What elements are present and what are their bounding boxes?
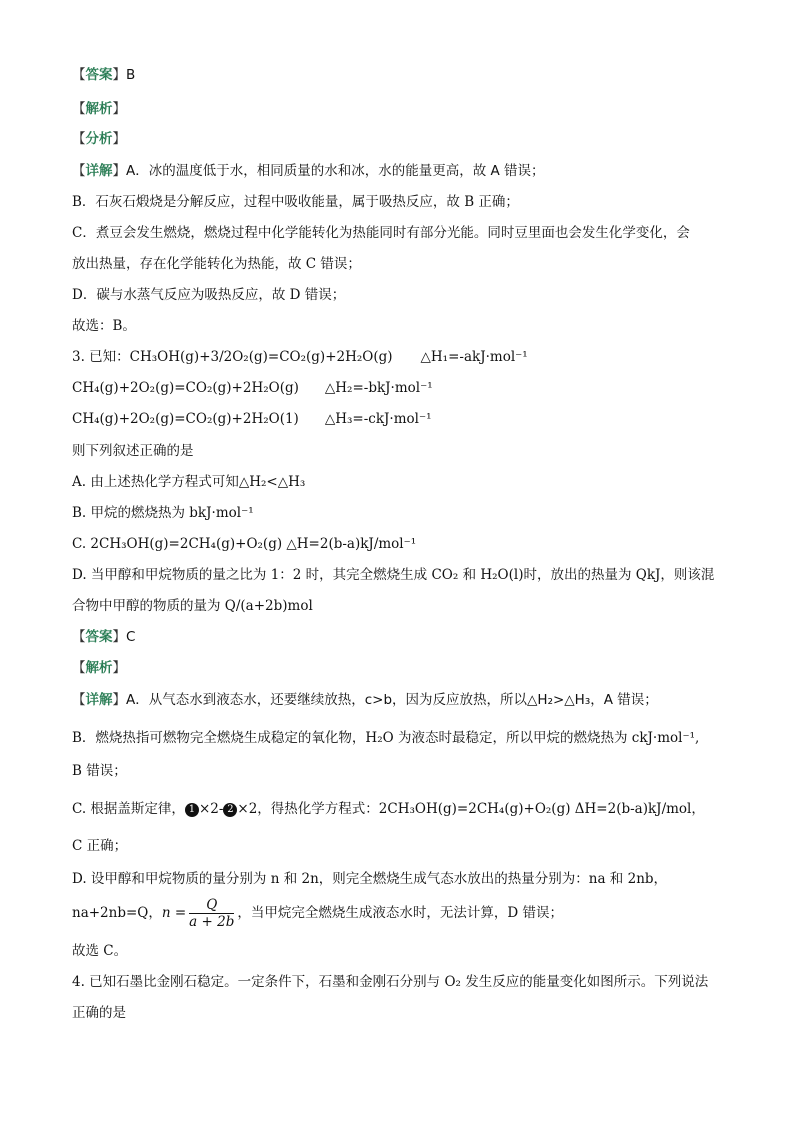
answer-line: 【答案】B: [72, 67, 136, 83]
fraction: [189, 897, 234, 930]
q3-dh2: △H₂=-bkJ·mol⁻¹: [324, 380, 433, 396]
fenxi-line: 【分析】: [72, 131, 126, 147]
analysis-line: 【解析】: [72, 101, 126, 117]
q3-option-b: B. 甲烷的燃烧热为 bkJ·mol⁻¹: [72, 505, 254, 521]
q3-option-d1: D. 当甲醇和甲烷物质的量之比为 1：2 时，其完全燃烧生成 CO₂ 和 H₂O(l)时，放出的热量为 QkJ，则该混: [72, 567, 715, 583]
q3-dh1: △H₁=-akJ·mol⁻¹: [420, 349, 528, 365]
q3-eq2-line: [72, 379, 732, 397]
q3-detail-d1: D. 设甲醇和甲烷物质的量分别为 n 和 2n，则完全燃烧生成气态水放出的热量分别为：na 和 2nb，: [72, 871, 668, 887]
q3-answer-value: C: [126, 629, 136, 645]
q3-stem: 3. 已知：: [72, 349, 130, 365]
analysis-tag: 解析: [85, 101, 113, 117]
fraction-denominator: a + 2b: [189, 914, 235, 930]
q3-analysis-line: 【解析】: [72, 660, 126, 676]
q3-dh3: △H₃=-ckJ·mol⁻¹: [324, 411, 432, 427]
detail-b: B．石灰石煅烧是分解反应，过程中吸收能量，属于吸热反应，故 B 正确；: [72, 194, 519, 210]
q3-detail-a: A．从气态水到液态水，还要继续放热，c>b，因为反应放热，所以△H₂>△H₃，A 错误；: [126, 692, 658, 708]
q3-detail-d2-pre: na+2nb=Q，: [72, 905, 162, 921]
detail-a: A．冰的温度低于水，相同质量的水和冰，水的能量更高，故 A 错误；: [126, 163, 545, 179]
q4-stem1: 4. 已知石墨比金刚石稳定。一定条件下，石墨和金刚石分别与 O₂ 发生反应的能量变化如图所示。下列说法: [72, 974, 709, 990]
q3-detail-tag: 详解: [85, 692, 113, 708]
fraction-numerator: Q: [189, 897, 234, 914]
q3-times1: ×2-: [198, 801, 224, 817]
q3-answer-tag: 答案: [85, 629, 113, 645]
q3-detail-c1-pre: C. 根据盖斯定律，: [72, 801, 185, 817]
q3-analysis-tag: 解析: [85, 660, 113, 676]
q3-detail-d2-post: ，当甲烷完全燃烧生成液态水时，无法计算，D 错误；: [237, 905, 563, 921]
circled-number-icon: 2: [223, 803, 237, 817]
q3-option-a: A. 由上述热化学方程式可知△H₂<△H₃: [72, 474, 306, 490]
q3-option-d2: 合物中甲醇的物质的量为 Q/(a+2b)mol: [72, 598, 313, 614]
q3-detail-b2: B 错误；: [72, 763, 127, 779]
q3-question: 则下列叙述正确的是: [72, 443, 194, 459]
q3-times2: ×2，得热化学方程式：2CH₃OH(g)=2CH₄(g)+O₂(g) ΔH=2(b-a)kJ/mol，: [237, 801, 705, 817]
q3-option-c: C. 2CH₃OH(g)=2CH₄(g)+O₂(g) △H=2(b-a)kJ/mol⁻¹: [72, 536, 417, 552]
q3-eq2: CH₄(g)+2O₂(g)=CO₂(g)+2H₂O(g): [72, 380, 299, 396]
frac-lhs: n =: [161, 905, 187, 921]
q3-detail-b1: B．燃烧热指可燃物完全燃烧生成稳定的氧化物，H₂O 为液态时最稳定，所以甲烷的燃烧热为 ckJ·mol⁻¹,: [72, 730, 700, 746]
q3-eq3-line: [72, 410, 732, 428]
q3-detail-c1: [72, 800, 732, 818]
q3-detail-line: 【详解】A．从气态水到液态水，还要继续放热，c>b，因为反应放热，所以△H₂>△H₃，A 错误；: [72, 692, 658, 708]
detail-c2: 放出热量，存在化学能转化为热能，故 C 错误；: [72, 256, 361, 272]
q3-choice: 故选 C。: [72, 943, 128, 959]
q3-detail-d2: [72, 896, 732, 930]
answer-tag: 答案: [85, 67, 113, 83]
answer-value: B: [126, 67, 136, 83]
detail-line: 【详解】A．冰的温度低于水，相同质量的水和冰，水的能量更高，故 A 错误；: [72, 163, 545, 179]
detail-tag: 详解: [85, 163, 113, 179]
q3-answer-line: 【答案】C: [72, 629, 136, 645]
circled-number-icon: 1: [185, 803, 199, 817]
choice-line: 故选：B。: [72, 318, 136, 334]
q3-eq1: CH₃OH(g)+3/2O₂(g)=CO₂(g)+2H₂O(g): [129, 349, 393, 365]
fenxi-tag: 分析: [85, 131, 113, 147]
detail-c1: C．煮豆会发生燃烧，燃烧过程中化学能转化为热能同时有部分光能。同时豆里面也会发生化学变化，会: [72, 225, 690, 241]
detail-d: D．碳与水蒸气反应为吸热反应，故 D 错误；: [72, 287, 346, 303]
q3-detail-c2: C 正确；: [72, 838, 128, 854]
q3-eq3: CH₄(g)+2O₂(g)=CO₂(g)+2H₂O(1): [72, 411, 299, 427]
q4-stem2: 正确的是: [72, 1005, 126, 1021]
q3-eq1-line: [72, 348, 732, 366]
